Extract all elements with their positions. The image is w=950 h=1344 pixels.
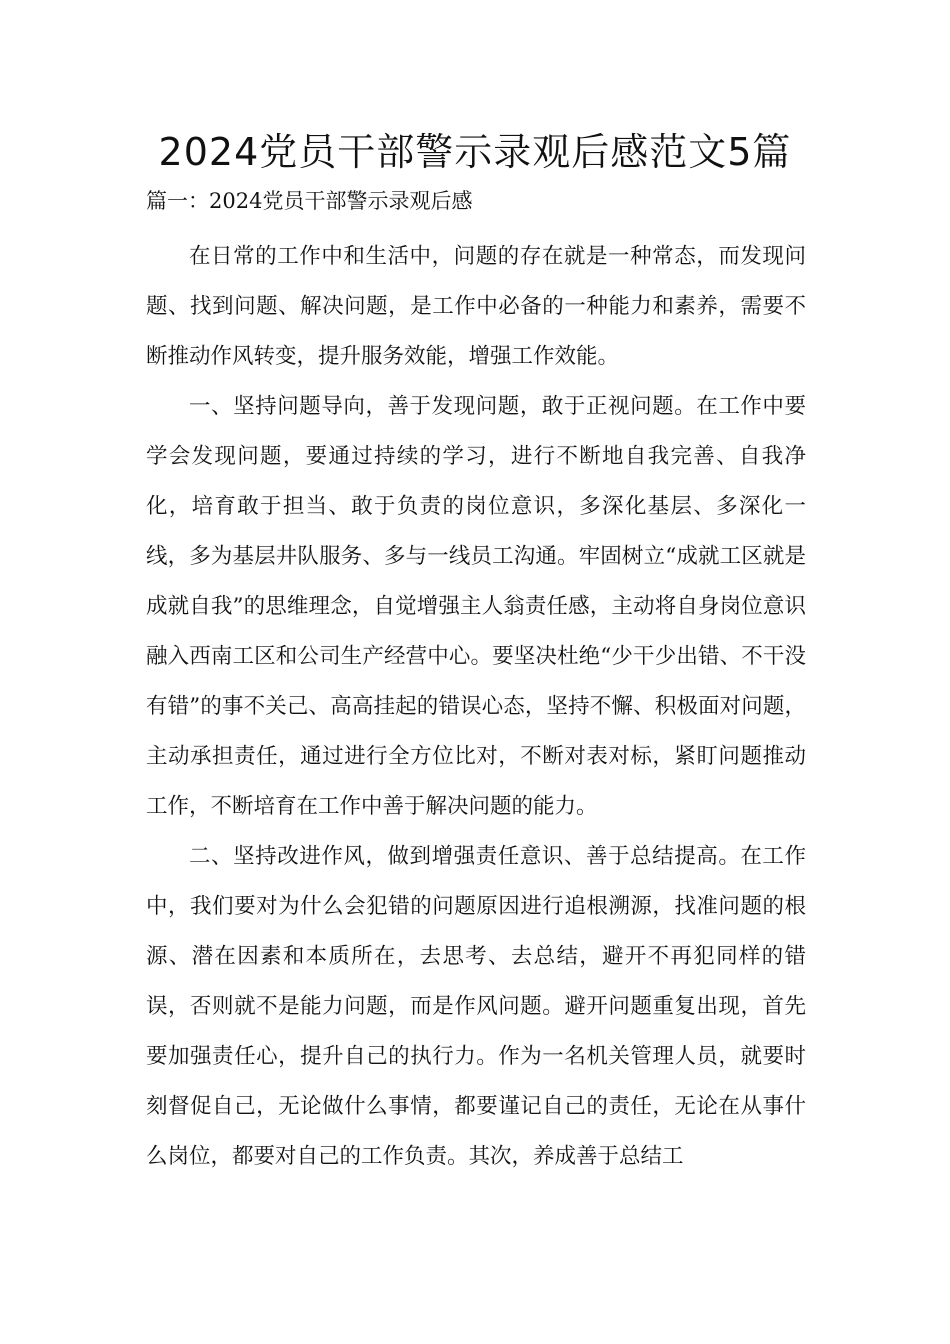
paragraph-intro: 在日常的工作中和生活中，问题的存在就是一种常态，而发现问题、找到问题、解决问题，是工作中必备的一种能力和素养，需要不断推动作风转变，提升服务效能，增强工作效能。: [146, 244, 806, 369]
paragraph-point-two: 二、坚持改进作风，做到增强责任意识、善于总结提高。在工作中，我们要对为什么会犯错的问题原因进行追根溯源，找准问题的根源、潜在因素和本质所在，去思考、去总结，避开不再犯同样的错误，否则就不是能力问题，而是作风问题。避开问题重复出现，首先要加强责任心，提升自己的执行力。作为一名机关管理人员，就要时刻督促自己，无论做什么事情，都要谨记自己的责任，无论在从事什么岗位，都要对自己的工作负责。其次，养成善于总结工: [146, 844, 806, 1169]
document-body: [146, 232, 806, 1182]
section-heading: 篇一：2024党员干部警示录观后感: [146, 189, 473, 213]
paragraph-point-one: 一、坚持问题导向，善于发现问题，敢于正视问题。在工作中要学会发现问题，要通过持续的学习，进行不断地自我完善、自我净化，培育敢于担当、敢于负责的岗位意识，多深化基层、多深化一线，多为基层井队服务、多与一线员工沟通。牢固树立“成就工区就是成就自我”的思维理念，自觉增强主人翁责任感，主动将自身岗位意识融入西南工区和公司生产经营中心。要坚决杜绝“少干少出错、不干没有错”的事不关己、高高挂起的错误心态，坚持不懈、积极面对问题，主动承担责任，通过进行全方位比对，不断对表对标，紧盯问题推动工作，不断培育在工作中善于解决问题的能力。: [146, 394, 806, 819]
document-title: 2024党员干部警示录观后感范文5篇: [158, 130, 792, 174]
